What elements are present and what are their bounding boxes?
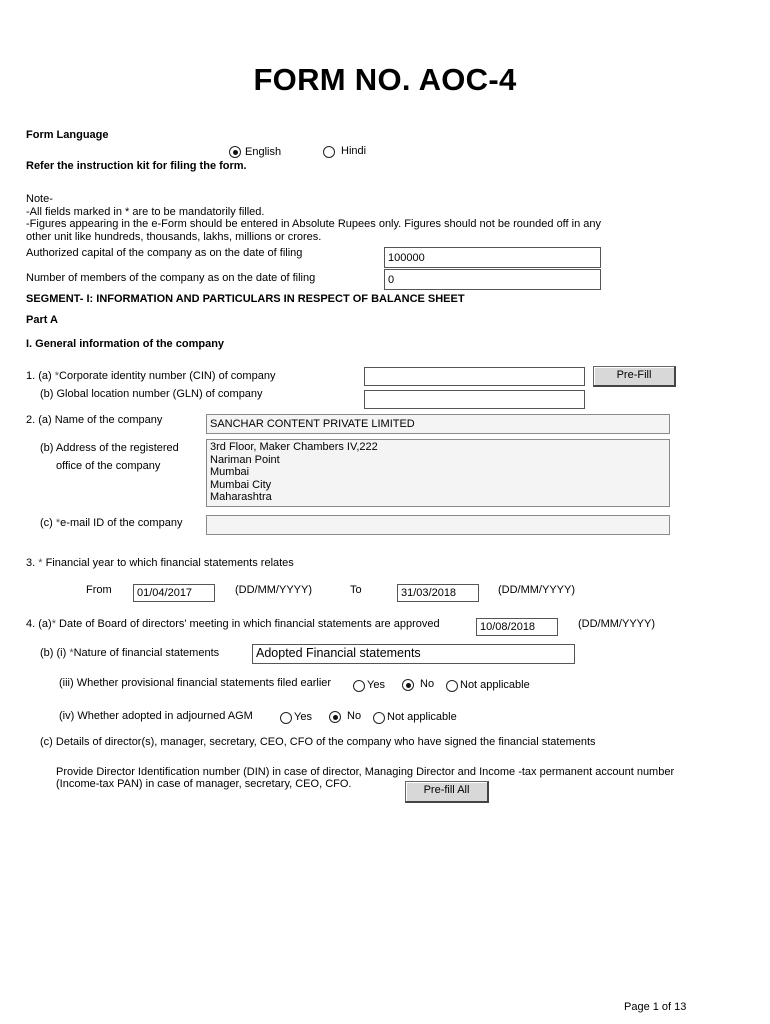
- from-date-input[interactable]: 01/04/2017: [133, 584, 215, 602]
- board-meeting-text: Date of Board of directors' meeting in which financial statements are approved: [55, 618, 440, 630]
- provisional-na-label: Not applicable: [460, 679, 530, 691]
- financial-year-label: [26, 557, 294, 569]
- to-date-input[interactable]: 31/03/2018: [397, 584, 479, 602]
- signatories-label: (c) Details of director(s), manager, secretary, CEO, CFO of the company who have signed the financial statements: [40, 736, 596, 748]
- part-a-heading: Part A: [26, 314, 58, 326]
- note-line-3: other unit like hundreds, thousands, lakhs, millions or crores.: [26, 231, 322, 243]
- agm-no-label: No: [347, 710, 362, 722]
- provisional-no-label: No: [420, 678, 435, 690]
- company-name-input[interactable]: SANCHAR CONTENT PRIVATE LIMITED: [206, 414, 670, 434]
- mandatory-mark: *: [55, 517, 61, 529]
- members-label: Number of members of the company as on the date of filing: [26, 272, 316, 284]
- radio-hindi[interactable]: [323, 146, 335, 158]
- pre-fill-button[interactable]: Pre-Fill: [593, 366, 676, 387]
- agm-na-label: Not applicable: [387, 711, 457, 723]
- to-label: To: [350, 584, 362, 596]
- agm-yes-label: Yes: [294, 711, 312, 723]
- financial-year-text: Financial year to which financial statements relates: [42, 557, 294, 569]
- radio-english-label: English: [245, 146, 282, 158]
- nature-label: [40, 647, 219, 659]
- agm-yes-radio[interactable]: [280, 712, 292, 724]
- to-date-format: (DD/MM/YYYY): [498, 584, 575, 596]
- mandatory-mark: *: [38, 557, 43, 569]
- note-line-2: -Figures appearing in the e-Form should be entered in Absolute Rupees only. Figures should not be rounded off in any: [26, 218, 602, 230]
- from-date-format: (DD/MM/YYYY): [235, 584, 312, 596]
- provisional-label: (iii) Whether provisional financial statements filed earlier: [59, 677, 332, 689]
- email-label-prefix: (c): [40, 517, 56, 529]
- nature-label-text: Nature of financial statements: [73, 647, 220, 659]
- segment-title: SEGMENT- I: INFORMATION AND PARTICULARS IN RESPECT OF BALANCE SHEET: [26, 293, 465, 305]
- address-textarea[interactable]: 3rd Floor, Maker Chambers IV,222 Nariman Point Mumbai Mumbai City Maharashtra: [206, 439, 670, 507]
- gln-label: (b) Global location number (GLN) of company: [40, 388, 263, 400]
- page-number: Page 1 of 13: [624, 1001, 687, 1013]
- nature-select[interactable]: Adopted Financial statements: [252, 644, 575, 664]
- radio-hindi-label: Hindi: [341, 145, 367, 157]
- from-label: From: [86, 584, 112, 596]
- members-input[interactable]: 0: [384, 269, 601, 290]
- radio-english[interactable]: [229, 146, 241, 158]
- cin-label: [26, 370, 275, 382]
- cin-label-text: Corporate identity number (CIN) of company: [59, 370, 276, 382]
- email-label-text: e-mail ID of the company: [60, 517, 183, 529]
- board-meeting-date-format: (DD/MM/YYYY): [578, 618, 655, 630]
- pre-fill-all-button[interactable]: Pre-fill All: [405, 781, 489, 803]
- address-label-1: (b) Address of the registered: [40, 442, 179, 454]
- board-meeting-date-input[interactable]: 10/08/2018: [476, 618, 558, 636]
- provisional-no-radio[interactable]: [402, 679, 414, 691]
- form-language-label: Form Language: [26, 129, 109, 141]
- mandatory-mark: *: [69, 647, 74, 659]
- authorized-capital-input[interactable]: 100000: [384, 247, 601, 268]
- provisional-yes-radio[interactable]: [353, 680, 365, 692]
- note-line-1: -All fields marked in * are to be mandatorily filled.: [26, 206, 265, 218]
- section-title: I. General information of the company: [26, 338, 225, 350]
- address-label-2: office of the company: [56, 460, 161, 472]
- adjourned-agm-label: (iv) Whether adopted in adjourned AGM: [59, 710, 253, 722]
- form-title: FORM NO. AOC-4: [253, 62, 517, 97]
- din-line-2: (Income-tax PAN) in case of manager, secretary, CEO, CFO.: [56, 778, 352, 790]
- provisional-yes-label: Yes: [367, 679, 385, 691]
- board-meeting-prefix: 4. (a): [26, 618, 52, 630]
- mandatory-mark: *: [54, 370, 60, 382]
- note-heading: Note-: [26, 193, 53, 205]
- agm-na-radio[interactable]: [373, 712, 385, 724]
- gln-input[interactable]: [364, 390, 585, 409]
- cin-label-prefix: 1. (a): [26, 370, 55, 382]
- authorized-capital-label: Authorized capital of the company as on the date of filing: [26, 247, 303, 259]
- nature-label-prefix: (b) (i): [40, 647, 70, 659]
- mandatory-mark: *: [51, 618, 56, 630]
- cin-input[interactable]: [364, 367, 585, 386]
- board-meeting-label: [26, 618, 440, 630]
- financial-year-prefix: 3.: [26, 557, 39, 569]
- agm-no-radio[interactable]: [329, 711, 341, 723]
- email-label: [40, 517, 182, 529]
- company-name-label: 2. (a) Name of the company: [26, 414, 163, 426]
- din-line-1: Provide Director Identification number (DIN) in case of director, Managing Director and Income -tax permanent account number: [56, 766, 675, 778]
- email-input[interactable]: [206, 515, 670, 535]
- provisional-na-radio[interactable]: [446, 680, 458, 692]
- instruction-text: Refer the instruction kit for filing the form.: [26, 160, 247, 172]
